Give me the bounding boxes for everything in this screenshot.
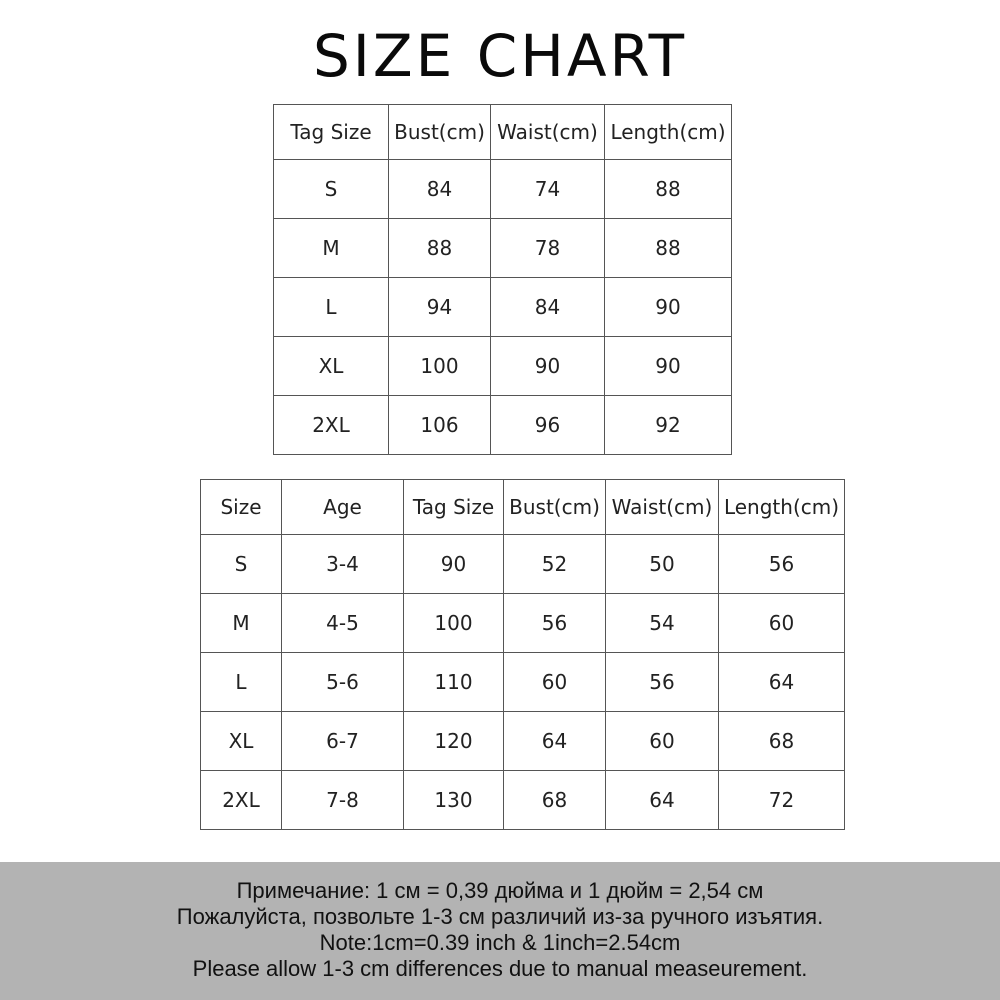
- table-cell: L: [274, 278, 389, 337]
- page-title: SIZE CHART: [312, 22, 688, 90]
- table-cell: 88: [605, 219, 732, 278]
- column-header: Age: [282, 480, 404, 535]
- table-cell: S: [201, 535, 282, 594]
- table-cell: 64: [719, 653, 845, 712]
- table-cell: XL: [274, 337, 389, 396]
- table-header-row: [201, 480, 845, 535]
- table-cell: 64: [606, 771, 719, 830]
- table-cell: 68: [504, 771, 606, 830]
- table-row: [274, 337, 732, 396]
- table-cell: 96: [491, 396, 605, 455]
- table-row: [201, 712, 845, 771]
- table-row: [274, 278, 732, 337]
- table-cell: 88: [389, 219, 491, 278]
- table-cell: 56: [606, 653, 719, 712]
- table-row: [201, 653, 845, 712]
- table-cell: 110: [404, 653, 504, 712]
- table-row: [274, 219, 732, 278]
- table-cell: 106: [389, 396, 491, 455]
- table-cell: 84: [389, 160, 491, 219]
- table-row: [201, 771, 845, 830]
- column-header: Length(cm): [605, 105, 732, 160]
- table-cell: 7-8: [282, 771, 404, 830]
- table-row: [274, 396, 732, 455]
- table-cell: 78: [491, 219, 605, 278]
- table-cell: 72: [719, 771, 845, 830]
- note-line-en-conversion: Note:1cm=0.39 inch & 1inch=2.54cm: [319, 930, 681, 955]
- table-cell: 56: [719, 535, 845, 594]
- note-line-ru-conversion: Примечание: 1 см = 0,39 дюйма и 1 дюйм = 2,54 см: [236, 878, 764, 903]
- table-cell: S: [274, 160, 389, 219]
- table-cell: 60: [606, 712, 719, 771]
- table-cell: 68: [719, 712, 845, 771]
- table-cell: 100: [389, 337, 491, 396]
- column-header: Waist(cm): [606, 480, 719, 535]
- table-cell: 64: [504, 712, 606, 771]
- table-cell: 94: [389, 278, 491, 337]
- table-cell: 52: [504, 535, 606, 594]
- note-line-ru-tolerance: Пожалуйста, позвольте 1-3 см различий из-за ручного изъятия.: [176, 904, 824, 929]
- kids-size-table: [200, 479, 845, 830]
- table-cell: L: [201, 653, 282, 712]
- table-cell: 60: [719, 594, 845, 653]
- table-row: [201, 594, 845, 653]
- column-header: Tag Size: [404, 480, 504, 535]
- table-cell: 120: [404, 712, 504, 771]
- column-header: Bust(cm): [389, 105, 491, 160]
- table-cell: 92: [605, 396, 732, 455]
- table-cell: 54: [606, 594, 719, 653]
- column-header: Bust(cm): [504, 480, 606, 535]
- column-header: Size: [201, 480, 282, 535]
- table-row: [274, 160, 732, 219]
- table-cell: 4-5: [282, 594, 404, 653]
- table-cell: 56: [504, 594, 606, 653]
- column-header: Tag Size: [274, 105, 389, 160]
- measurement-notes: [0, 878, 1000, 982]
- table-cell: 90: [491, 337, 605, 396]
- table-cell: 2XL: [274, 396, 389, 455]
- table-cell: 90: [404, 535, 504, 594]
- table-header-row: [274, 105, 732, 160]
- table-cell: M: [274, 219, 389, 278]
- column-header: Waist(cm): [491, 105, 605, 160]
- table-cell: M: [201, 594, 282, 653]
- measurement-note-band: [0, 862, 1000, 1000]
- table-cell: 60: [504, 653, 606, 712]
- table-cell: 50: [606, 535, 719, 594]
- table-cell: 3-4: [282, 535, 404, 594]
- table-cell: 84: [491, 278, 605, 337]
- table-cell: 6-7: [282, 712, 404, 771]
- table-cell: 74: [491, 160, 605, 219]
- table-cell: XL: [201, 712, 282, 771]
- adult-size-table: [273, 104, 732, 455]
- table-cell: 100: [404, 594, 504, 653]
- table-cell: 90: [605, 337, 732, 396]
- note-line-en-tolerance: Please allow 1-3 cm differences due to manual measeurement.: [192, 956, 808, 981]
- table-cell: 130: [404, 771, 504, 830]
- table-cell: 5-6: [282, 653, 404, 712]
- table-cell: 90: [605, 278, 732, 337]
- column-header: Length(cm): [719, 480, 845, 535]
- table-cell: 88: [605, 160, 732, 219]
- table-row: [201, 535, 845, 594]
- table-cell: 2XL: [201, 771, 282, 830]
